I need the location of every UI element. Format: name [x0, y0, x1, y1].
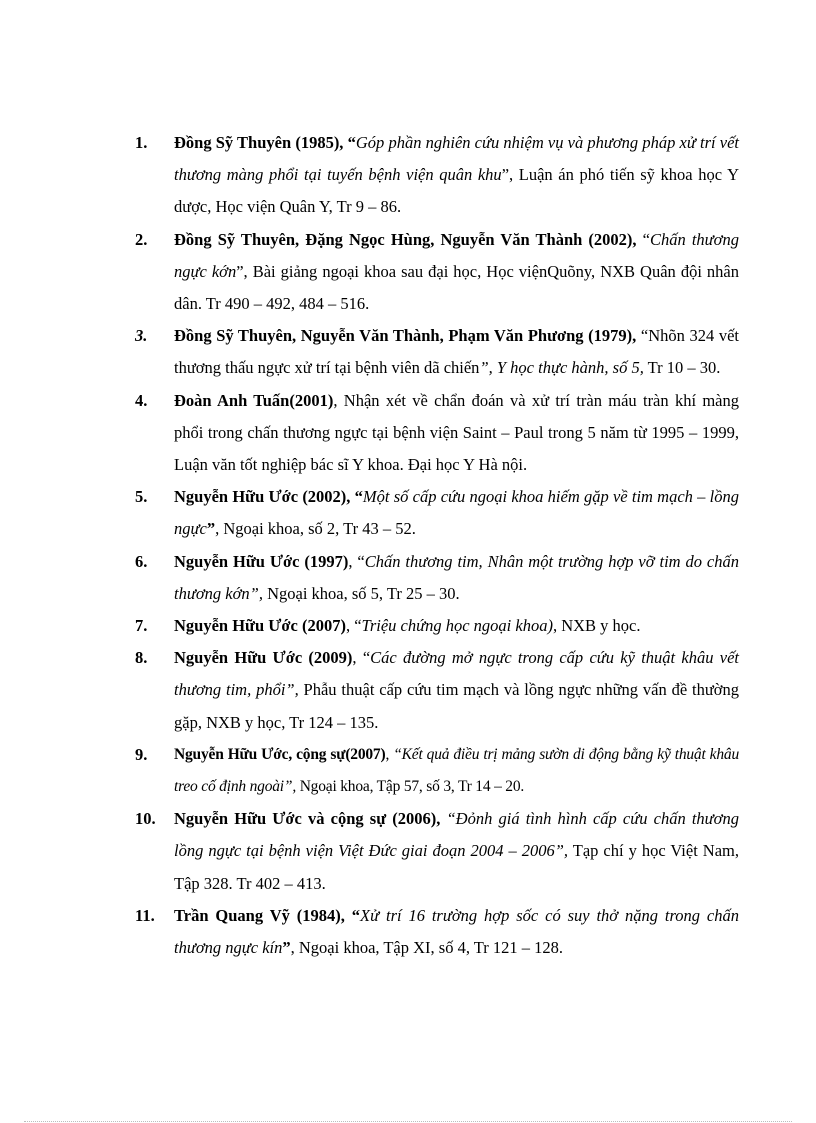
reference-title: Chấn thương tim, Nhân một trường hợp vỡ tim do chấn thương kớn”,	[174, 551, 739, 603]
reference-detail: ”, Bài giảng ngoại khoa sau đại học, Học việnQuõny, NXB Quân đội nhân dân. Tr 490 – 492, 484 – 516.	[174, 261, 740, 314]
reference-item	[135, 224, 739, 321]
reference-author: Đoàn Anh Tuấn(2001)	[174, 390, 334, 410]
reference-number: 1.	[135, 133, 148, 152]
reference-number: 9.	[135, 744, 148, 764]
reference-author: Đồng Sỹ Thuyên, Nguyễn Văn Thành, Phạm Văn Phương (1979),	[174, 326, 637, 346]
reference-detail: “Nhõn 324 vết thương thấu ngực xử trí tại bệnh viên dã chiến	[174, 326, 739, 378]
reference-title: “Kết quả điều trị mảng sườn di động bằng kỹ thuật khâu treo cố định ngoài”,	[174, 745, 739, 796]
reference-detail: , “	[345, 616, 362, 636]
reference-item	[135, 739, 739, 803]
reference-detail: Tạp chí y học Việt Nam, Tập 328. Tr 402 – 413.	[174, 841, 740, 893]
reference-detail: , NXB y học.	[552, 616, 641, 636]
reference-author: Đồng Sỹ Thuyên, Đặng Ngọc Hùng, Nguyễn Văn Thành (2002),	[174, 229, 637, 249]
reference-text	[174, 320, 739, 384]
reference-author: Nguyễn Hữu Ước (1997)	[174, 551, 349, 571]
reference-title: “Đỏnh giá tình hình cấp cứu chấn thương lồng ngực tại bệnh viện Việt Đức giai đoạn 2004 – 2006”,	[174, 809, 739, 861]
reference-author: Nguyễn Hữu Ước (2009)	[174, 648, 353, 668]
reference-author: Nguyễn Hữu Ước và cộng sự (2006),	[174, 809, 441, 829]
reference-item	[135, 610, 739, 642]
reference-author: Nguyễn Hữu Ước, cộng sự(2007)	[174, 745, 386, 763]
reference-detail: Ngoại khoa, Tập 57, số 3, Tr 14 – 20.	[296, 778, 525, 796]
reference-title: Chấn thương ngực kớn	[174, 229, 739, 281]
reference-title: Góp phần nghiên cứu nhiệm vụ và phương pháp xử trí vết thương màng phổi tại tuyến bệnh viện quân khu	[174, 133, 739, 185]
reference-text	[174, 546, 739, 610]
reference-title: Một số cấp cứu ngoại khoa hiếm gặp về tim mạch – lồng ngực	[174, 487, 739, 539]
reference-text	[174, 803, 739, 900]
reference-detail: , “	[348, 551, 365, 571]
reference-item	[135, 803, 739, 900]
reference-item	[135, 127, 739, 224]
reference-item	[135, 385, 739, 482]
reference-text	[174, 481, 739, 545]
reference-author: Nguyễn Hữu Ước (2007)	[174, 616, 346, 636]
reference-author: Nguyễn Hữu Ước (2002), “	[174, 487, 363, 507]
reference-detail: , Ngoại khoa, số 2, Tr 43 – 52.	[215, 519, 416, 539]
reference-detail: ”, Luận án phó tiến sỹ khoa học Y dược, Học viện Quân Y, Tr 9 – 86.	[174, 165, 739, 217]
reference-detail: “	[636, 229, 650, 249]
reference-detail: Tr 10 – 30.	[643, 358, 721, 378]
reference-item	[135, 481, 739, 545]
reference-detail: Phẫu thuật cấp cứu tim mạch và lồng ngực những vấn đề thường gặp, NXB y học, Tr 124 – 135.	[174, 680, 740, 732]
reference-item	[135, 900, 739, 964]
reference-number: 6.	[135, 551, 148, 571]
reference-number: 2.	[135, 229, 148, 249]
reference-author: Trần Quang Vỹ (1984), “	[174, 905, 361, 925]
reference-text	[174, 610, 739, 642]
reference-list	[135, 127, 739, 964]
reference-title: ”, Y học thực hành, số 5,	[479, 358, 644, 378]
reference-text	[174, 224, 739, 321]
reference-text	[174, 900, 739, 964]
reference-number: 5.	[135, 487, 148, 507]
reference-item	[135, 320, 739, 384]
page-bottom-divider	[24, 1121, 792, 1122]
reference-item	[135, 642, 739, 739]
reference-number: 10.	[135, 809, 156, 829]
reference-detail: , Nhận xét về chẩn đoán và xử trí tràn máu tràn khí màng phổi trong chấn thương ngực tại bệnh viện Saint – Paul trong 5 năm từ 1995 – 1999, Luận văn tốt nghiệp bác sĩ Y khoa. Đại học Y Hà nội.	[174, 390, 739, 475]
reference-detail: ,	[385, 745, 394, 763]
reference-detail: Ngoại khoa, số 5, Tr 25 – 30.	[262, 583, 460, 603]
reference-text	[174, 385, 739, 482]
reference-number: 8.	[135, 648, 148, 668]
reference-number: 3.	[135, 326, 148, 346]
reference-text	[174, 642, 739, 739]
reference-detail: , Ngoại khoa, Tập XI, số 4, Tr 121 – 128.	[290, 938, 564, 958]
reference-number: 11.	[135, 905, 155, 925]
reference-author: ”	[282, 938, 291, 958]
reference-number: 7.	[135, 616, 148, 636]
reference-detail: , “	[352, 648, 371, 668]
reference-author: Đồng Sỹ Thuyên (1985), “	[174, 133, 356, 152]
reference-author: ”	[206, 519, 216, 539]
reference-number: 4.	[135, 390, 148, 410]
reference-title: Xử trí 16 trường hợp sốc có suy thở nặng trong chấn thương ngực kín	[174, 905, 739, 958]
reference-text	[174, 739, 739, 803]
reference-text	[174, 127, 739, 224]
reference-title: Các đường mở ngực trong cấp cứu kỹ thuật khâu vết thương tim, phổi”,	[174, 648, 740, 700]
reference-title: Triệu chứng học ngoại khoa)	[361, 616, 553, 636]
reference-item	[135, 546, 739, 610]
